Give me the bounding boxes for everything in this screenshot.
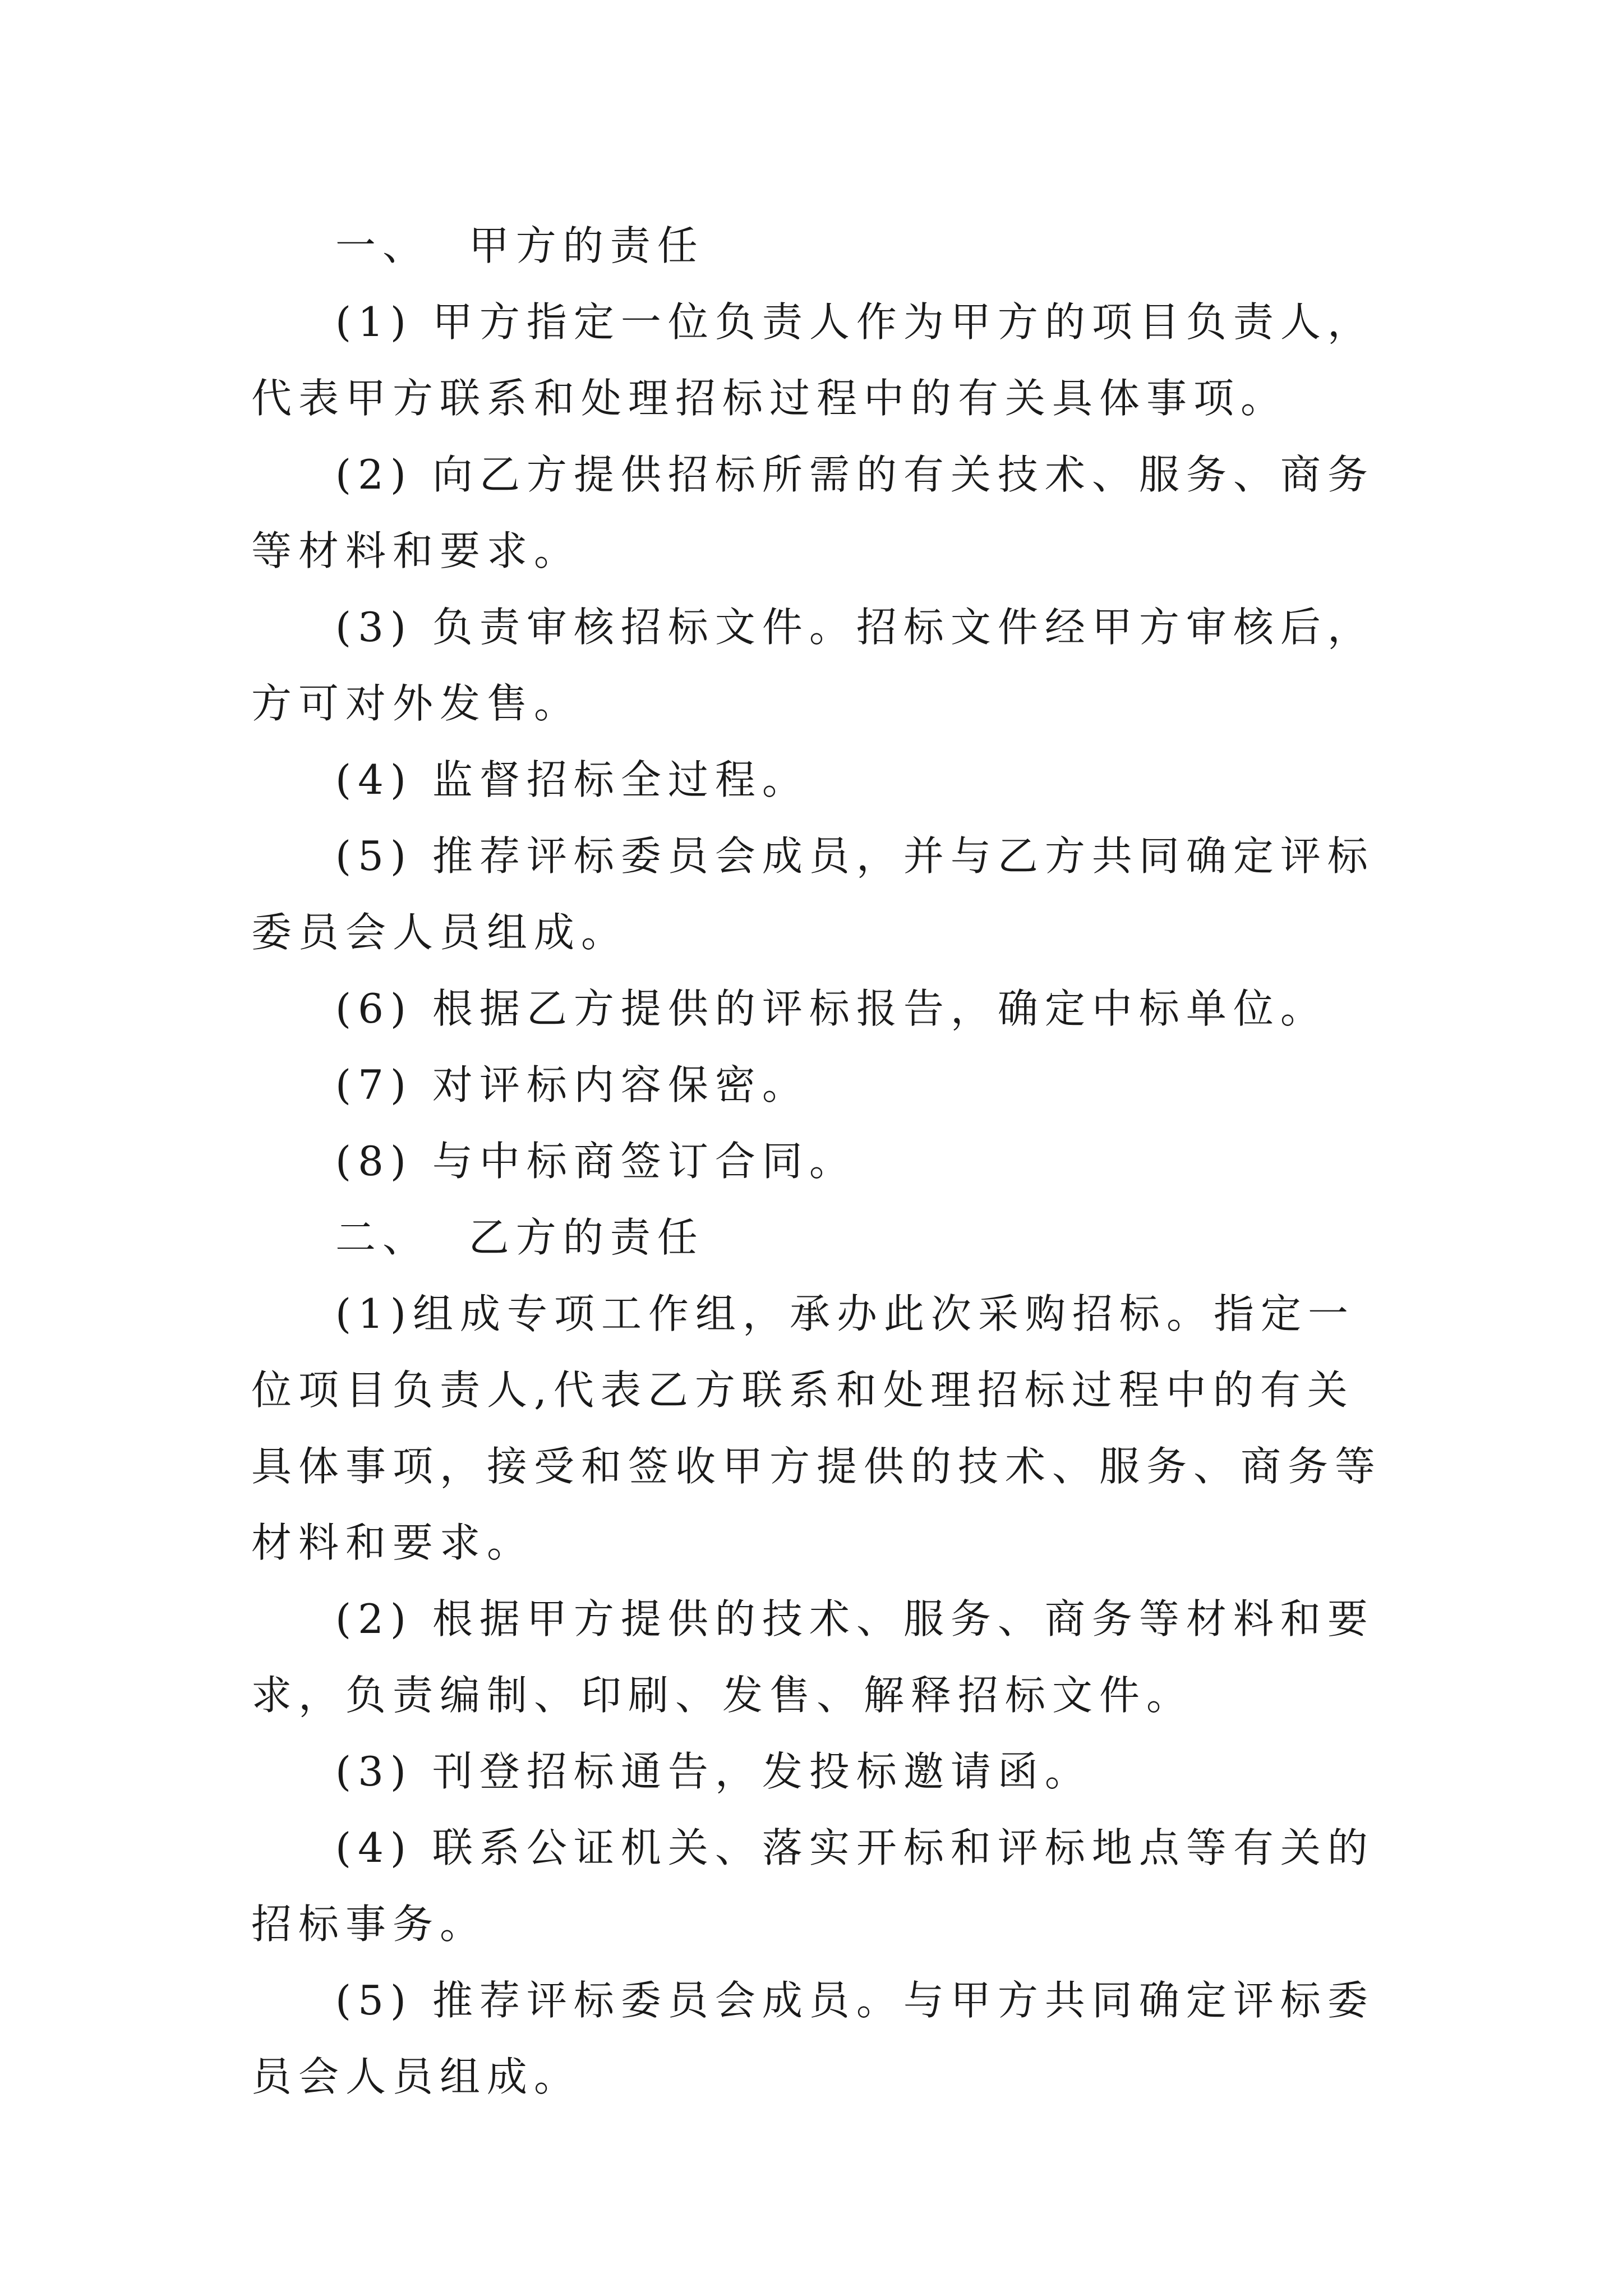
paragraph-b5: (5) 推荐评标委员会成员。与甲方共同确定评标委员会人员组成。 (251, 1977, 1375, 2100)
paragraph-a8: (8) 与中标商签订合同。 (335, 1138, 856, 1185)
section-heading-party-b: 二、 乙方的责任 (335, 1214, 704, 1261)
paragraph-a7: (7) 对评标内容保密。 (335, 1061, 809, 1108)
document-body (251, 208, 1384, 2115)
paragraph-b4: (4) 联系公证机关、落实开标和评标地点等有关的招标事务。 (251, 1824, 1375, 1948)
paragraph-a5: (5) 推荐评标委员会成员，并与乙方共同确定评标委员会人员组成。 (251, 832, 1375, 956)
paragraph-b2: (2) 根据甲方提供的技术、服务、商务等材料和要求，负责编制、印刷、发售、解释招标文件。 (251, 1595, 1375, 1719)
paragraph-a6: (6) 根据乙方提供的评标报告，确定中标单位。 (335, 985, 1327, 1032)
paragraph-a4: (4) 监督招标全过程。 (335, 756, 809, 803)
paragraph-a2: (2) 向乙方提供招标所需的有关技术、服务、商务等材料和要求。 (251, 451, 1375, 574)
paragraph-b1: (1)组成专项工作组，承办此次采购招标。指定一位项目负责人,代表乙方联系和处理招标过程中的有关具体事项，接受和签收甲方提供的技术、服务、商务等材料和要求。 (251, 1290, 1382, 1566)
paragraph-a1: (1) 甲方指定一位负责人作为甲方的项目负责人，代表甲方联系和处理招标过程中的有关具体事项。 (251, 298, 1375, 422)
paragraph-a3: (3) 负责审核招标文件。招标文件经甲方审核后，方可对外发售。 (251, 604, 1375, 727)
section-heading-party-a: 一、 甲方的责任 (335, 222, 704, 269)
paragraph-b3: (3) 刊登招标通告，发投标邀请函。 (335, 1748, 1092, 1795)
